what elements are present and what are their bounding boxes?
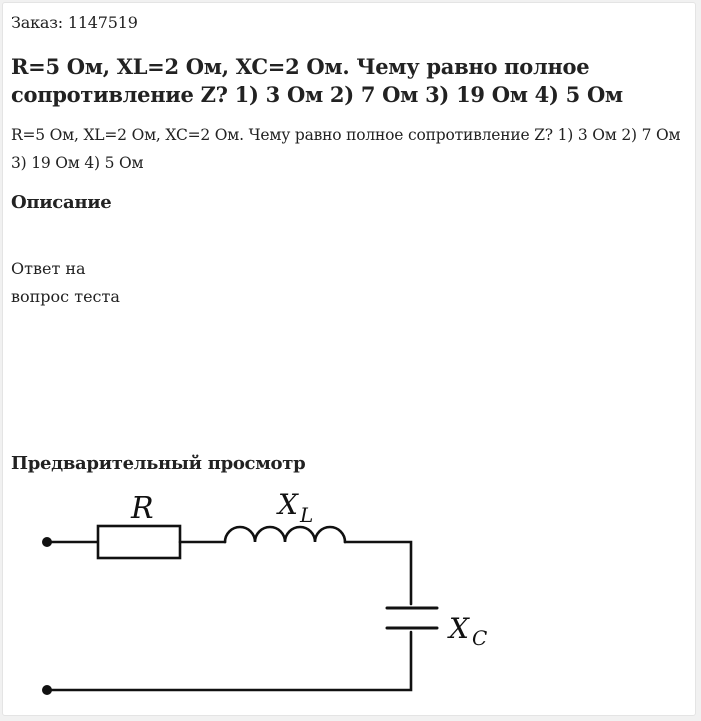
document-card <box>2 2 696 716</box>
label-r: R <box>131 491 154 526</box>
terminal-top <box>42 537 52 547</box>
terminal-bottom <box>42 685 52 695</box>
description-line-2: вопрос теста <box>11 287 120 306</box>
preview-heading: Предварительный просмотр <box>11 453 306 474</box>
description-heading: Описание <box>11 192 112 213</box>
label-xl-sub: L <box>300 503 314 527</box>
page-title: R=5 Ом, XL=2 Ом, XC=2 Ом. Чему равно полное сопротивление Z? 1) 3 Ом 2) 7 Ом 3) 19 Ом 4) 5 Ом <box>11 54 623 107</box>
label-xc: X <box>449 612 469 645</box>
order-number: Заказ: 1147519 <box>11 13 138 32</box>
label-xc-sub: C <box>472 626 488 650</box>
description-line-1: Ответ на <box>11 259 86 278</box>
question-text: R=5 Ом, XL=2 Ом, XC=2 Ом. Чему равно полное сопротивление Z? 1) 3 Ом 2) 7 Ом 3) 19 Ом 4) 5 Ом <box>11 126 681 172</box>
circuit-diagram <box>3 478 697 713</box>
wire-return <box>47 632 411 690</box>
inductor <box>225 527 345 542</box>
resistor <box>98 526 180 558</box>
label-xl: X <box>278 488 298 521</box>
description-body <box>11 255 211 311</box>
wire-l-c <box>345 542 411 604</box>
